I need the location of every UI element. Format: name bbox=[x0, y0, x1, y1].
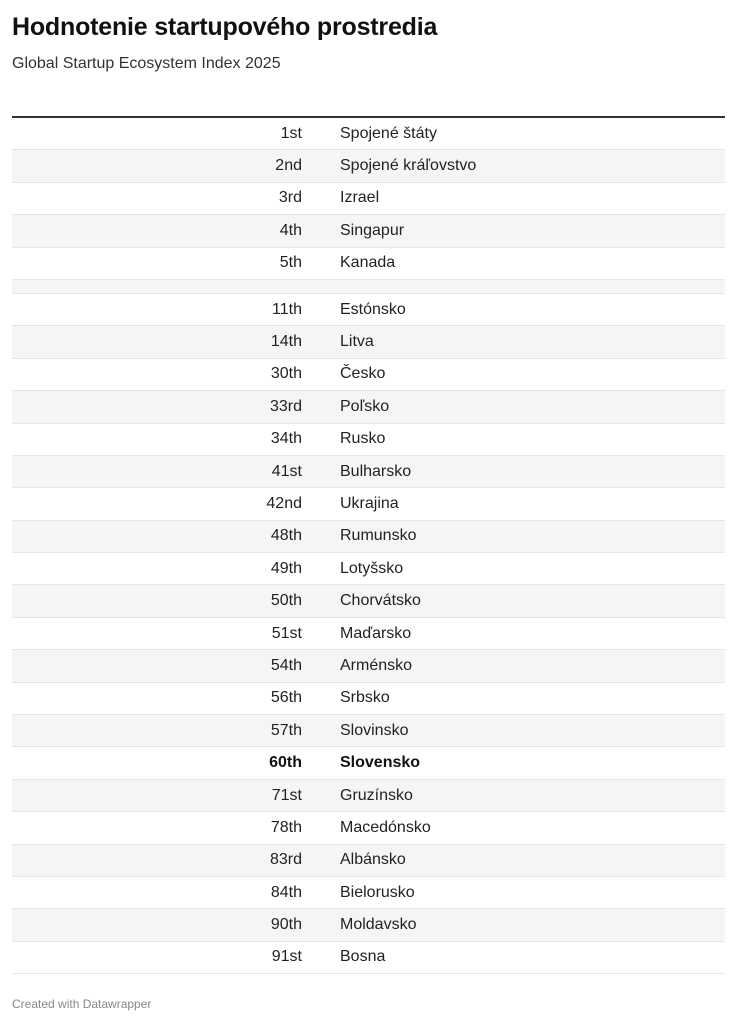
ranking-table bbox=[12, 116, 725, 974]
rank-cell: 41st bbox=[271, 462, 302, 480]
country-cell: Maďarsko bbox=[340, 624, 412, 642]
table-row bbox=[12, 877, 725, 909]
table-row bbox=[12, 456, 725, 488]
country-cell: Chorvátsko bbox=[340, 592, 421, 610]
chart-title: Hodnotenie startupového prostredia bbox=[12, 13, 438, 41]
rank-cell: 50th bbox=[270, 592, 302, 610]
table-row bbox=[12, 942, 725, 974]
country-cell: Gruzínsko bbox=[340, 786, 413, 804]
table-row bbox=[12, 618, 725, 650]
country-cell: Litva bbox=[340, 333, 374, 351]
country-cell: Arménsko bbox=[340, 656, 413, 674]
rank-cell: 57th bbox=[270, 721, 302, 739]
rank-cell: 5th bbox=[279, 254, 302, 272]
country-cell: Lotyšsko bbox=[340, 559, 404, 577]
rank-cell: 1st bbox=[280, 124, 302, 142]
country-cell: Spojené štáty bbox=[340, 124, 437, 142]
rank-cell: 3rd bbox=[278, 189, 302, 207]
country-cell: Bielorusko bbox=[340, 883, 415, 901]
rank-cell: 2nd bbox=[275, 157, 302, 175]
table-row bbox=[12, 553, 725, 585]
country-cell: Ukrajina bbox=[340, 494, 399, 512]
country-cell: Izrael bbox=[340, 189, 380, 207]
table-row bbox=[12, 909, 725, 941]
table-row bbox=[12, 424, 725, 456]
rank-cell: 4th bbox=[279, 221, 302, 239]
country-cell: Estónsko bbox=[340, 300, 406, 318]
chart-header bbox=[12, 0, 725, 74]
datawrapper-credit: Created with Datawrapper bbox=[12, 997, 152, 1011]
rank-cell: 71st bbox=[271, 786, 302, 804]
table-separator-row bbox=[12, 280, 725, 294]
table-row bbox=[12, 585, 725, 617]
country-cell: Singapur bbox=[340, 221, 405, 239]
rank-cell: 84th bbox=[270, 883, 302, 901]
table-row bbox=[12, 715, 725, 747]
country-cell: Slovinsko bbox=[340, 721, 409, 739]
table-row bbox=[12, 683, 725, 715]
table-row bbox=[12, 118, 725, 150]
country-cell: Kanada bbox=[340, 254, 396, 272]
rank-cell: 11th bbox=[272, 300, 302, 318]
table-row bbox=[12, 215, 725, 247]
rank-cell: 90th bbox=[270, 916, 302, 934]
table-row bbox=[12, 359, 725, 391]
table-row bbox=[12, 294, 725, 326]
rank-cell: 49th bbox=[270, 559, 302, 577]
rank-cell: 78th bbox=[270, 818, 302, 836]
table-row bbox=[12, 650, 725, 682]
rank-cell: 48th bbox=[270, 527, 302, 545]
rank-cell: 91st bbox=[271, 948, 302, 966]
chart-subtitle: Global Startup Ecosystem Index 2025 bbox=[12, 55, 281, 72]
rank-cell: 34th bbox=[270, 430, 302, 448]
table-row bbox=[12, 521, 725, 553]
rank-cell: 54th bbox=[270, 656, 302, 674]
country-cell: Slovensko bbox=[340, 754, 421, 772]
table-row bbox=[12, 747, 725, 779]
country-cell: Rusko bbox=[340, 430, 386, 448]
rank-cell: 42nd bbox=[266, 494, 302, 512]
table-row bbox=[12, 812, 725, 844]
table-row bbox=[12, 780, 725, 812]
country-cell: Moldavsko bbox=[340, 916, 417, 934]
table-row bbox=[12, 845, 725, 877]
rank-cell: 14th bbox=[270, 333, 302, 351]
country-cell: Rumunsko bbox=[340, 527, 417, 545]
rank-cell: 33rd bbox=[269, 397, 302, 415]
country-cell: Bosna bbox=[340, 948, 386, 966]
country-cell: Albánsko bbox=[340, 851, 406, 869]
table-row bbox=[12, 248, 725, 280]
rank-cell: 51st bbox=[271, 624, 302, 642]
table-row bbox=[12, 391, 725, 423]
country-cell: Srbsko bbox=[340, 689, 390, 707]
table-row bbox=[12, 326, 725, 358]
country-cell: Macedónsko bbox=[340, 818, 431, 836]
country-cell: Spojené kráľovstvo bbox=[340, 157, 477, 175]
table-row bbox=[12, 183, 725, 215]
country-cell: Bulharsko bbox=[340, 462, 412, 480]
rank-cell: 83rd bbox=[269, 851, 302, 869]
rank-cell: 30th bbox=[270, 365, 302, 383]
rank-cell: 60th bbox=[269, 754, 302, 772]
country-cell: Česko bbox=[340, 365, 386, 383]
country-cell: Poľsko bbox=[340, 397, 390, 415]
table-row bbox=[12, 488, 725, 520]
table-row bbox=[12, 150, 725, 182]
rank-cell: 56th bbox=[270, 689, 302, 707]
